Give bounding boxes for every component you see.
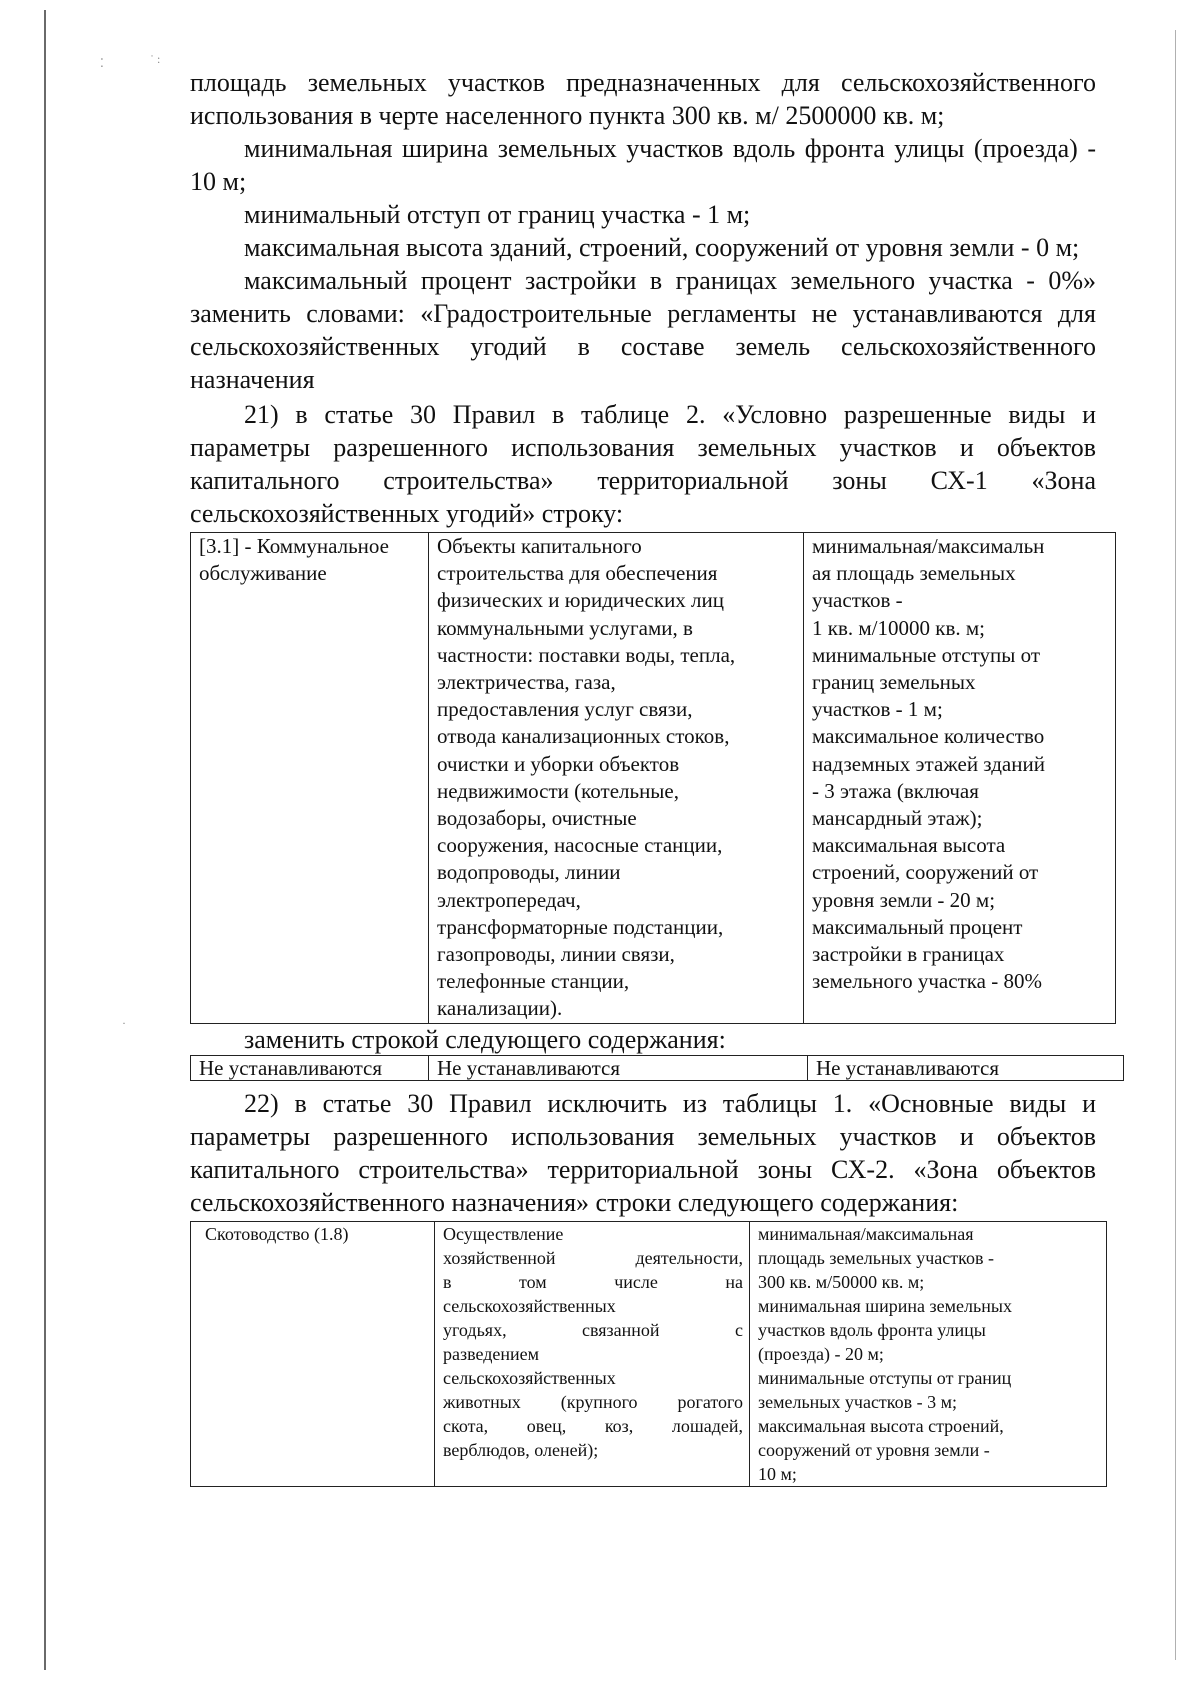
cell-line: животных (крупного рогатого xyxy=(443,1391,743,1412)
table1-col1 xyxy=(191,533,429,1024)
cell-line: максимальный процент xyxy=(812,914,1023,939)
cell-line: телефонные станции, xyxy=(437,969,630,994)
cell-line: Скотоводство (1.8) xyxy=(205,1223,349,1244)
cell-line: водопроводы, линии xyxy=(437,860,621,885)
cell-line: физических и юридических лиц xyxy=(437,588,725,613)
intro-paragraph-3: минимальный отступ от границ участка - 1 м; xyxy=(244,200,751,229)
cell-line: верблюдов, оленей); xyxy=(443,1439,599,1460)
cell-line: [3.1] - Коммунальное xyxy=(199,534,389,558)
cell-line: минимальные отступы от границ xyxy=(758,1367,1012,1388)
cell-line: максимальное количество xyxy=(812,724,1045,749)
cell-line: участков - 1 м; xyxy=(812,697,943,722)
intro-paragraph-1: площадь земельных участков предназначенных для сельскохозяйственного использования в черте населенного пункта 300 кв. м/ 2500000 кв. м; xyxy=(190,68,1096,130)
intro-paragraph-2: минимальная ширина земельных участков вдоль фронта улицы (проезда) - 10 м; xyxy=(190,134,1096,196)
cell-line: 10 м; xyxy=(758,1463,797,1484)
scan-speck: ˙ : xyxy=(150,52,161,66)
table3-col3 xyxy=(750,1221,1107,1486)
cell-line: - 3 этажа (включая xyxy=(812,778,979,803)
cell-line: сооружения, насосные станции, xyxy=(437,833,723,858)
cell-line: строений, сооружений от xyxy=(812,860,1039,885)
cell-line: мансардный этаж); xyxy=(812,806,983,831)
cell-line: застройки в границах xyxy=(812,942,1005,967)
scan-speck: ⁚ xyxy=(100,56,104,70)
intro-paragraph-4: максимальная высота зданий, строений, сооружений от уровня земли - 0 м; xyxy=(244,233,1080,262)
cell-line: площадь земельных участков - xyxy=(758,1247,994,1268)
table2-col3: Не устанавливаются xyxy=(808,1055,1124,1080)
cell-line: земельного участка - 80% xyxy=(812,969,1042,994)
cell-line: максимальная высота xyxy=(812,833,1006,858)
table3-col1 xyxy=(191,1221,435,1486)
table-row xyxy=(191,1055,1124,1080)
cell-line: минимальные отступы от xyxy=(812,642,1041,667)
cell-line: Осуществление xyxy=(443,1223,564,1244)
cell-line: коммунальными услугами, в xyxy=(437,615,693,640)
table-row xyxy=(191,533,1116,1024)
cell-line: минимальная/максимальн xyxy=(812,534,1045,558)
cell-line: границ земельных xyxy=(812,670,976,695)
cell-line: минимальная/максимальная xyxy=(758,1223,974,1244)
cell-line: сооружений от уровня земли - xyxy=(758,1439,990,1460)
scan-edge-left xyxy=(44,10,46,1670)
replace-label: заменить строкой следующего содержания: xyxy=(244,1024,726,1054)
cell-line: участков вдоль фронта улицы xyxy=(758,1319,986,1340)
cell-line: максимальная высота строений, xyxy=(758,1415,1004,1436)
cell-line: минимальная ширина земельных xyxy=(758,1295,1012,1316)
table1-col2 xyxy=(429,533,804,1024)
scan-edge-right xyxy=(1175,30,1176,1660)
cell-line: хозяйственной деятельности, xyxy=(443,1247,743,1268)
table2-col2: Не устанавливаются xyxy=(429,1055,808,1080)
cell-line: (проезда) - 20 м; xyxy=(758,1343,884,1364)
cell-line: уровня земли - 20 м; xyxy=(812,887,996,912)
cell-line: 300 кв. м/50000 кв. м; xyxy=(758,1271,925,1292)
table1-col3 xyxy=(804,533,1116,1024)
table3-col2 xyxy=(435,1221,750,1486)
cell-line: недвижимости (котельные, xyxy=(437,778,679,803)
cell-line: водозаборы, очистные xyxy=(437,806,637,831)
cell-line: газопроводы, линии связи, xyxy=(437,942,675,967)
cell-line: участков - xyxy=(812,588,903,613)
cell-line: частности: поставки воды, тепла, xyxy=(437,642,736,667)
cell-line: электричества, газа, xyxy=(437,670,616,695)
cell-line: сельскохозяйственных xyxy=(443,1367,616,1388)
scan-speck: · xyxy=(122,1016,126,1030)
cell-line: канализации). xyxy=(437,996,563,1021)
cell-line: очистки и уборки объектов xyxy=(437,751,680,776)
cell-line: Объекты капитального xyxy=(437,534,642,558)
item-21-paragraph: 21) в статье 30 Правил в таблице 2. «Условно разрешенные виды и параметры разрешенного использования земельных участков и объектов капитального строительства» территориальной зоны СХ-1 «Зона сельскохозяйственных угодий» строку: xyxy=(190,400,1096,528)
cell-line: земельных участков - 3 м; xyxy=(758,1391,958,1412)
cell-line: надземных этажей зданий xyxy=(812,751,1045,776)
cell-line: сельскохозяйственных xyxy=(443,1295,616,1316)
cell-line: 1 кв. м/10000 кв. м; xyxy=(812,615,985,640)
cell-line: обслуживание xyxy=(199,561,327,586)
cell-line: скота, овец, коз, лошадей, xyxy=(443,1415,743,1436)
table-row xyxy=(191,1221,1107,1486)
cell-line: в том числе на xyxy=(443,1271,743,1292)
table-original-row xyxy=(190,532,1116,1024)
table-replacement-row xyxy=(190,1055,1124,1081)
cell-line: разведением xyxy=(443,1343,540,1364)
item-22-paragraph: 22) в статье 30 Правил исключить из таблицы 1. «Основные виды и параметры разрешенного использования земельных участков и объектов капитального строительства» территориальной зоны СХ-2. «Зона объектов сельскохозяйственного назначения» строки следующего содержания: xyxy=(190,1088,1096,1217)
cell-line: трансформаторные подстанции, xyxy=(437,914,724,939)
cell-line: строительства для обеспечения xyxy=(437,561,718,586)
document-page xyxy=(190,66,1096,1487)
intro-paragraph-5: максимальный процент застройки в границах земельного участка - 0%» заменить словами: «Градостроительные регламенты не устанавливаются для сельскохозяйственных угодий в составе земель сельскохозяйственного назначения xyxy=(190,266,1096,394)
cell-line: угодьях, связанной с xyxy=(443,1319,743,1340)
cell-line: электропередач, xyxy=(437,887,581,912)
cell-line: отвода канализационных стоков, xyxy=(437,724,730,749)
table2-col1: Не устанавливаются xyxy=(191,1055,429,1080)
cell-line: предоставления услуг связи, xyxy=(437,697,693,722)
cell-line: ая площадь земельных xyxy=(812,561,1016,586)
table-excluded-row xyxy=(190,1221,1107,1487)
